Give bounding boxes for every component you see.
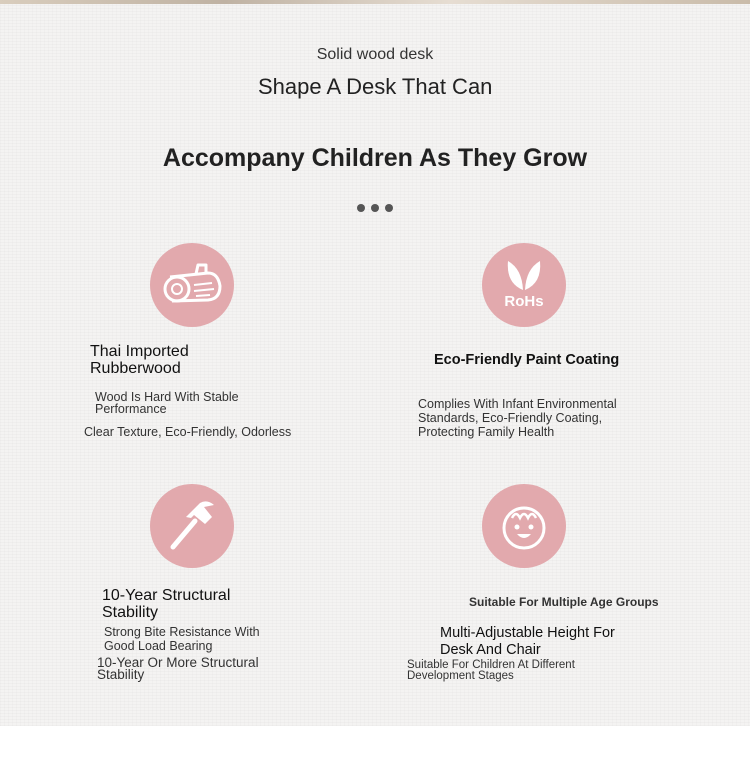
feature-desc-2: Clear Texture, Eco-Friendly, Odorless — [84, 425, 292, 439]
hammer-icon — [150, 484, 234, 568]
log-icon — [150, 243, 234, 327]
feature-title: 10-Year Structural Stability — [102, 587, 231, 621]
dots-divider — [357, 204, 397, 212]
feature-desc: Complies With Infant Environmental Standards, Eco-Friendly Coating, Protecting Family Health — [418, 397, 617, 439]
bottom-band — [0, 726, 750, 760]
feature-desc-2: 10-Year Or More Structural Stability — [97, 655, 259, 682]
section-title: Shape A Desk That Can — [258, 74, 493, 99]
feature-title: Suitable For Multiple Age Groups — [469, 595, 659, 609]
section-headline: Accompany Children As They Grow — [162, 144, 588, 172]
feature-panel — [0, 4, 750, 726]
feature-desc: Wood Is Hard With Stable Performance — [95, 390, 239, 416]
feature-desc-2: Suitable For Children At Different Development Stages — [407, 659, 575, 682]
rohs-label: RoHs — [504, 293, 544, 310]
section-subtitle: Solid wood desk — [316, 46, 434, 63]
rohs-leaf-icon — [482, 243, 566, 327]
feature-desc: Multi-Adjustable Height For Desk And Chair — [440, 625, 615, 658]
feature-title: Eco-Friendly Paint Coating — [434, 352, 620, 368]
feature-desc: Strong Bite Resistance With Good Load Bearing — [104, 625, 260, 653]
feature-title: Thai Imported Rubberwood — [90, 343, 189, 377]
baby-face-icon — [482, 484, 566, 568]
